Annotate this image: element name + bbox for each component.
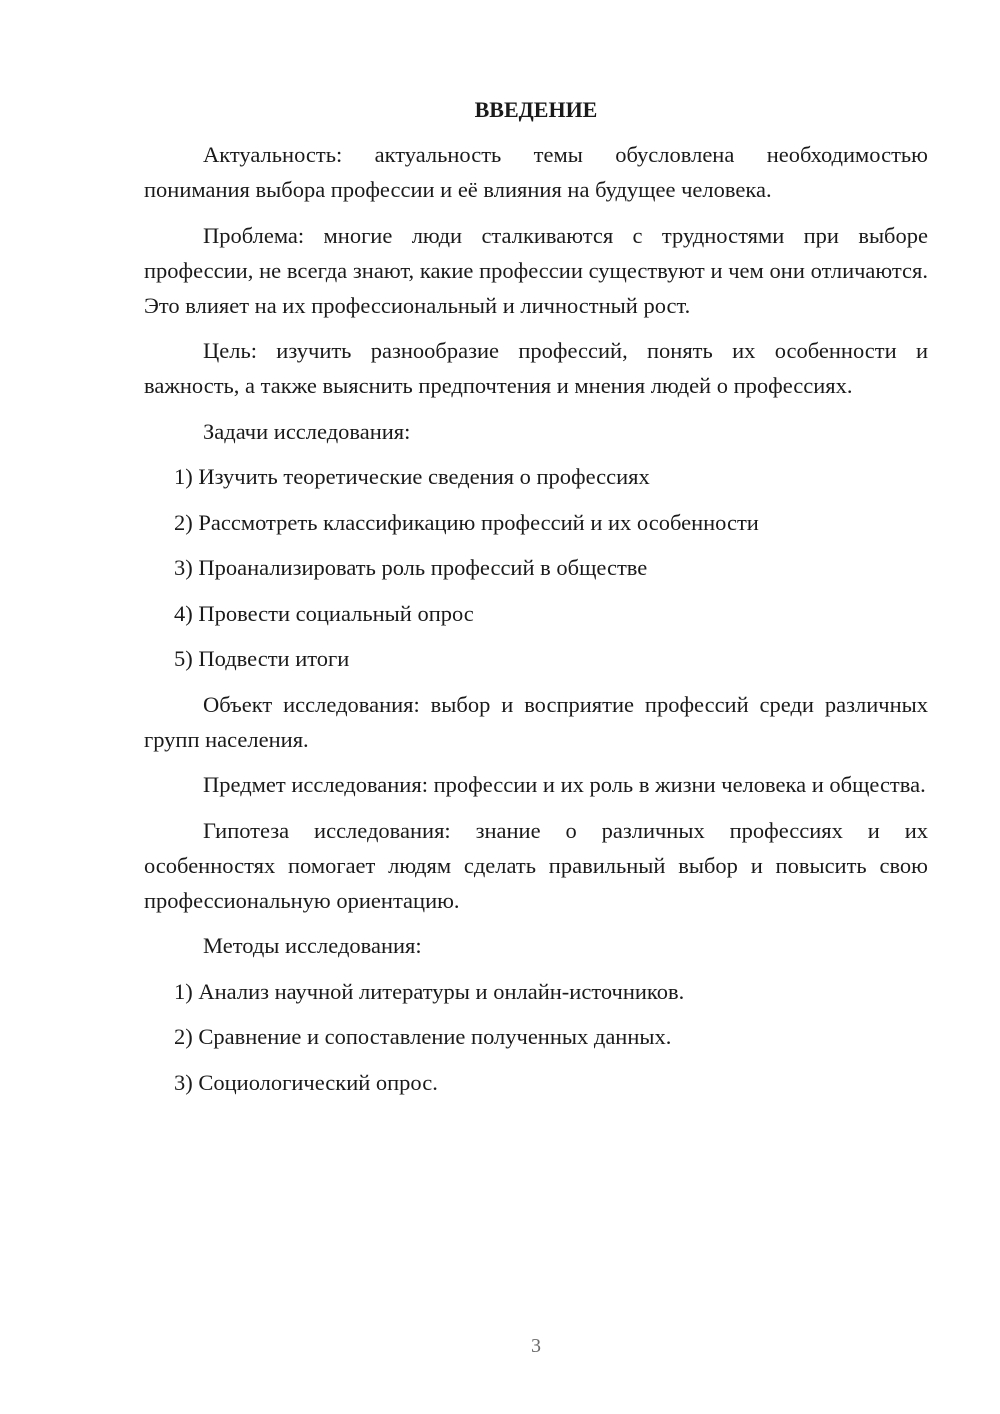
method-item: 2) Сравнение и сопоставление полученных данных. — [174, 1024, 672, 1049]
paragraph-tasks-heading: Задачи исследования: — [203, 418, 411, 444]
page-number: 3 — [531, 1335, 541, 1357]
paragraph-subject: Предмет исследования: профессии и их роль в жизни человека и общества. — [203, 772, 926, 797]
paragraph-hypothesis: Гипотеза исследования: знание о различных профессиях и их особенностях помогает людям сделать правильный выбор и повысить свою профессиональную ориентацию. — [144, 817, 928, 913]
task-item: 4) Провести социальный опрос — [174, 600, 474, 626]
paragraph-methods-heading: Методы исследования: — [203, 933, 422, 958]
task-item: 5) Подвести итоги — [174, 646, 350, 671]
method-item: 1) Анализ научной литературы и онлайн-источников. — [174, 978, 685, 1004]
task-item: 1) Изучить теоретические сведения о профессиях — [174, 464, 650, 489]
task-item: 3) Проанализировать роль профессий в обществе — [174, 555, 648, 580]
page-content — [144, 92, 928, 1110]
paragraph-relevance: Актуальность: актуальность темы обусловлена необходимостью понимания выбора профессии и её влияния на будущее человека. — [144, 142, 928, 202]
paragraph-problem: Проблема: многие люди сталкиваются с трудностями при выборе профессии, не всегда знают, какие профессии существуют и чем они отличаются. Это влияет на их профессиональный и личностный рост. — [144, 222, 928, 318]
method-item: 3) Социологический опрос. — [174, 1069, 438, 1095]
paragraph-object: Объект исследования: выбор и восприятие профессий среди различных групп населения. — [144, 691, 928, 752]
section-title: ВВЕДЕНИЕ — [474, 97, 598, 122]
task-item: 2) Рассмотреть классификацию профессий и их особенности — [174, 509, 759, 535]
paragraph-goal: Цель: изучить разнообразие профессий, понять их особенности и важность, а также выяснить предпочтения и мнения людей о профессиях. — [144, 338, 928, 398]
